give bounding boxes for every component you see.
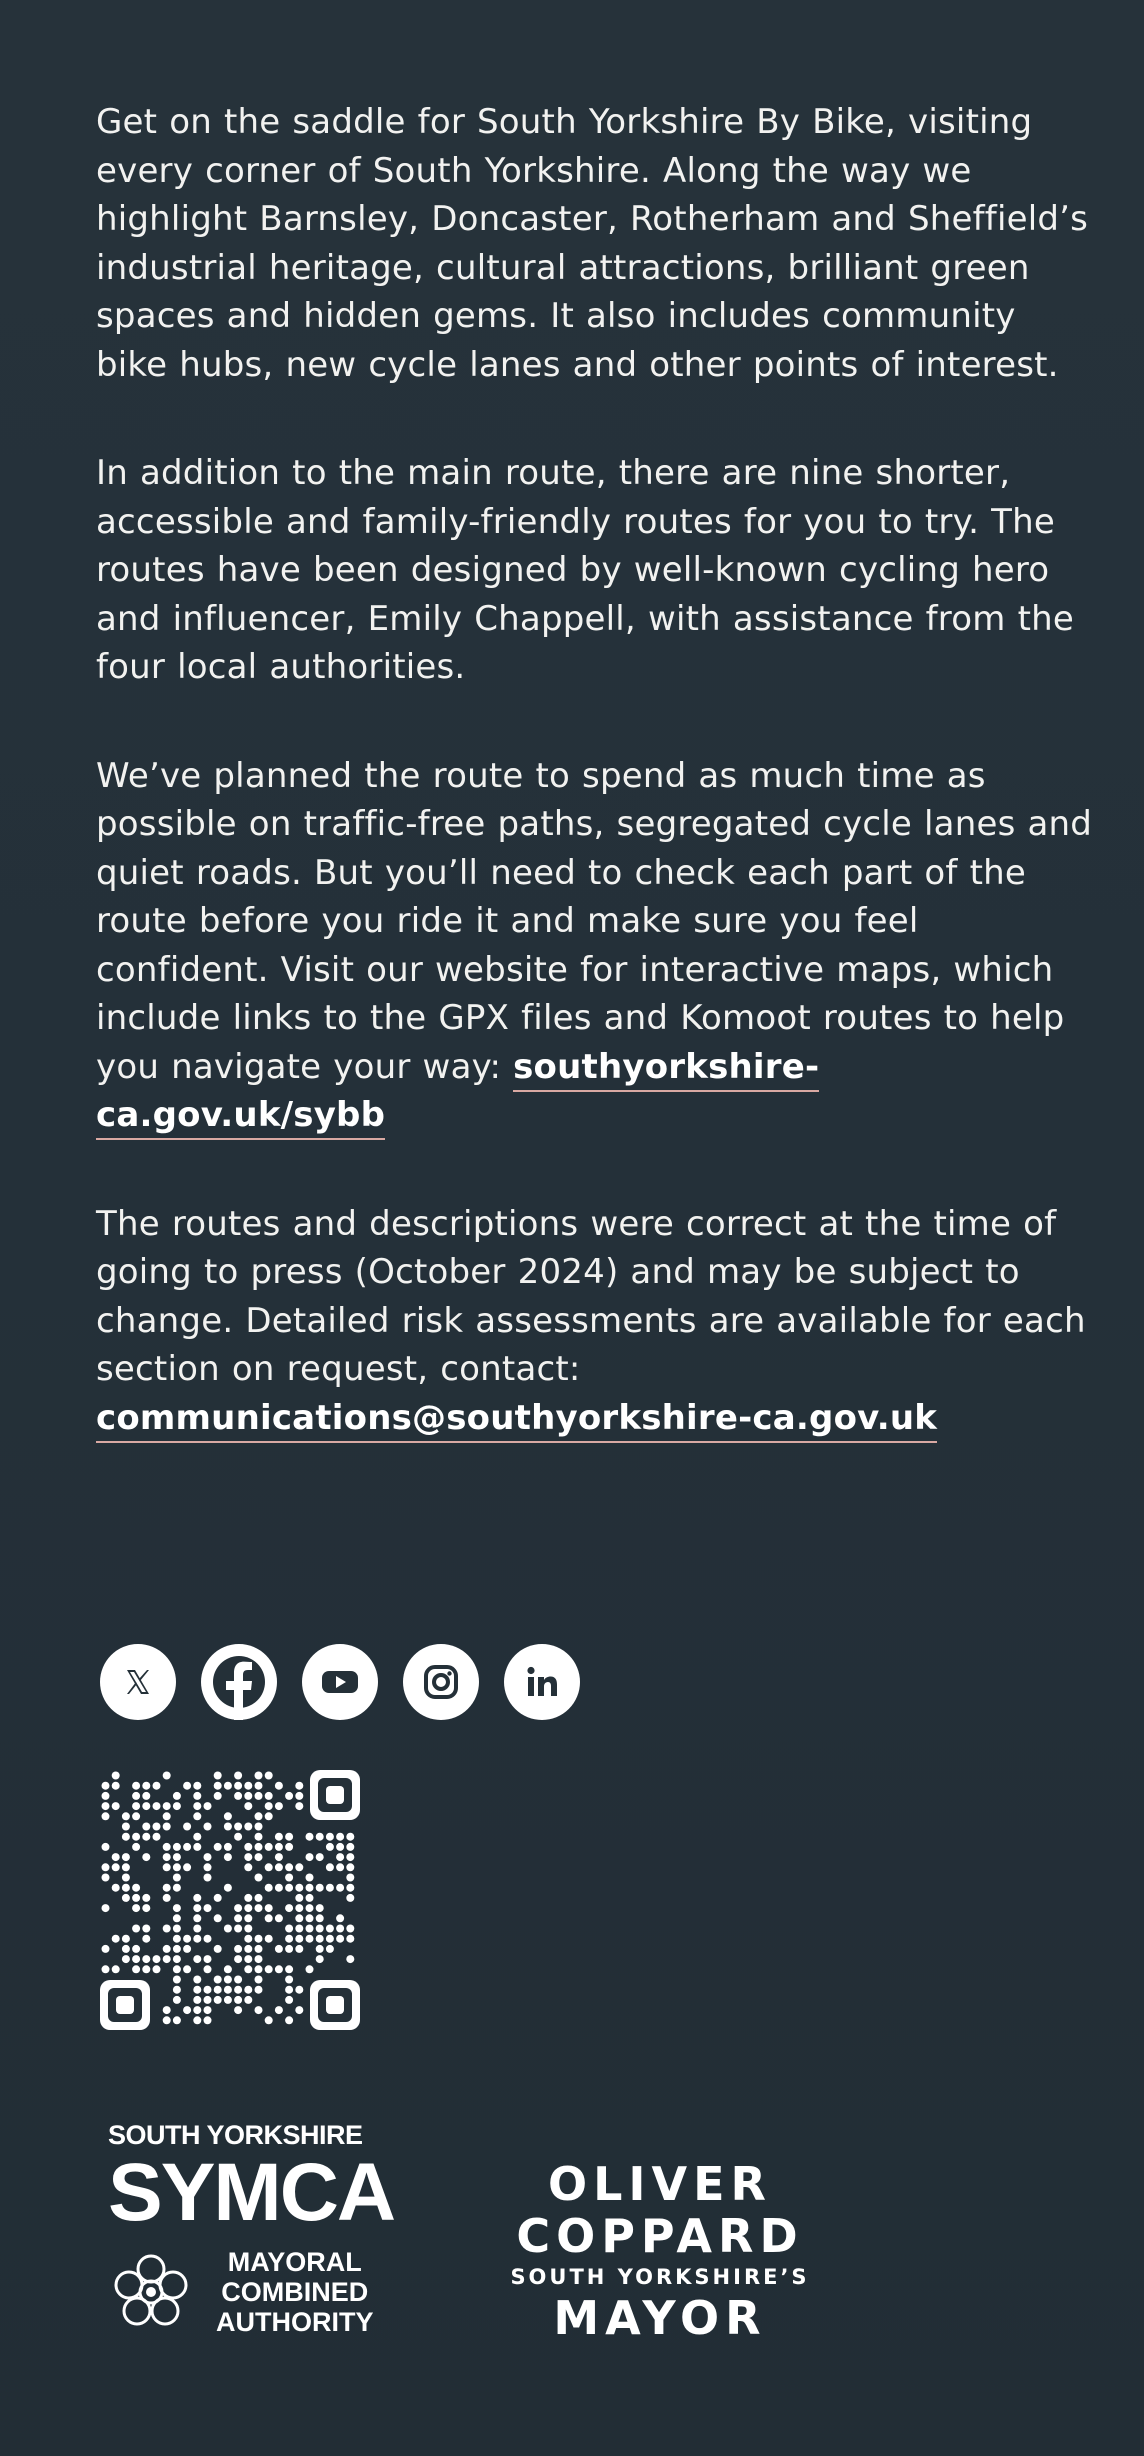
linkedin-icon[interactable]	[504, 1644, 580, 1720]
symca-region: SOUTH YORKSHIRE	[108, 2120, 363, 2150]
mayor-logo	[495, 2158, 825, 2344]
body-text	[96, 98, 1096, 1502]
social-icons	[100, 1644, 580, 1720]
website-link[interactable]: southyorkshire-ca.gov.uk/sybb	[96, 1047, 819, 1141]
mayor-region: SOUTH YORKSHIRE’S	[510, 2265, 810, 2289]
symca-logo	[108, 2120, 395, 2337]
symca-line-3: AUTHORITY	[216, 2307, 374, 2337]
planning-text: We’ve planned the route to spend as much time as possible on traffic-free paths, segregated cycle lanes and quiet roads. But you’ll need to check each part of the route before you ride it and make sure you feel confident. Visit our website for interactive maps, which include links to the GPX files and Komoot routes to help you navigate your way:	[96, 755, 1093, 1087]
routes-paragraph: In addition to the main route, there are nine shorter, accessible and family-friendly routes for you to try. The routes have been designed by well-known cycling hero and influencer, Emily Chappell, with assistance from the four local authorities.	[96, 453, 1074, 687]
qr-code[interactable]	[100, 1770, 362, 2032]
mayor-last-name: COPPARD	[516, 2209, 804, 2263]
instagram-icon[interactable]	[403, 1644, 479, 1720]
mayor-first-name: OLIVER	[548, 2157, 772, 2211]
disclaimer-text: The routes and descriptions were correct at the time of going to press (October 2024) and may be subject to change. Detailed risk assessments are available for each section on request, contact:	[96, 1203, 1086, 1389]
symca-line-1: MAYORAL	[227, 2247, 362, 2277]
planning-paragraph	[96, 752, 1096, 1140]
intro-paragraph: Get on the saddle for South Yorkshire By Bike, visiting every corner of South Yorkshire. Along the way we highlight Barnsley, Doncaster, Rotherham and Sheffield’s industrial heritage, cultural attractions, brilliant green spaces and hidden gems. It also includes community bike hubs, new cycle lanes and other points of interest.	[96, 102, 1089, 385]
rose-icon	[108, 2249, 194, 2335]
disclaimer-paragraph	[96, 1200, 1096, 1443]
x-icon[interactable]	[100, 1644, 176, 1720]
email-link[interactable]: communications@southyorkshire-ca.gov.uk	[96, 1398, 937, 1443]
symca-subtitle-row	[108, 2247, 378, 2337]
youtube-icon[interactable]	[302, 1644, 378, 1720]
facebook-icon[interactable]	[201, 1644, 277, 1720]
mayor-title: MAYOR	[553, 2291, 767, 2345]
symca-line-2: COMBINED	[221, 2277, 369, 2307]
symca-abbreviation: SYMCA	[108, 2147, 395, 2238]
symca-subtitle	[216, 2247, 374, 2337]
